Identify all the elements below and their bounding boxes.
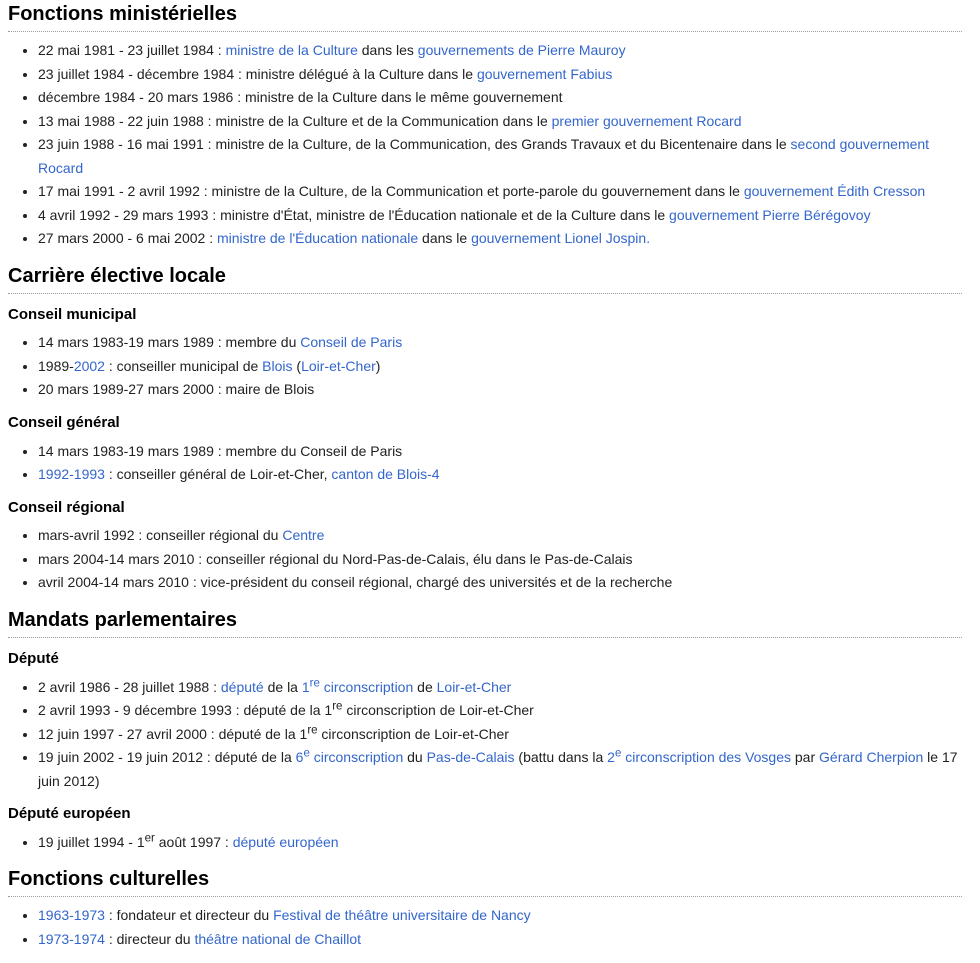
wiki-link[interactable]: 2: [607, 749, 615, 765]
list-item: [38, 928, 962, 952]
text-segment: décembre 1984 - 20 mars 1986 : ministre de la Culture dans le même gouvernement: [38, 89, 563, 105]
text-segment: [332, 702, 342, 718]
wiki-link[interactable]: 1: [301, 678, 310, 695]
list-item: [38, 440, 962, 464]
wiki-link[interactable]: gouvernement Lionel Jospin.: [471, 230, 651, 246]
list-item: [38, 723, 962, 747]
wiki-link[interactable]: 1992-1993: [38, 466, 105, 482]
wiki-link[interactable]: Conseil de Paris: [300, 334, 403, 351]
text-segment: de: [413, 678, 437, 695]
text-segment: 20 mars 1989-27 mars 2000 : maire de Blois: [38, 381, 315, 398]
text-segment: [145, 834, 155, 850]
wiki-link[interactable]: gouvernement Pierre Bérégovoy: [669, 206, 871, 223]
list-item: [38, 180, 962, 204]
wiki-link[interactable]: Festival de théâtre universitaire de Nancy: [273, 907, 531, 924]
text-segment: 2 avril 1986 - 28 juillet 1988 :: [38, 678, 221, 695]
timeline-list: [8, 331, 962, 402]
text-segment: par: [791, 749, 820, 765]
wiki-link[interactable]: théâtre national de Chaillot: [194, 930, 362, 947]
text-segment: circonscription de Loir-et-Cher: [342, 702, 534, 718]
list-item: [38, 904, 962, 928]
text-segment: (: [292, 357, 302, 374]
section-heading: Mandats parlementaires: [8, 609, 962, 638]
text-segment: 14 mars 1983-19 mars 1989 : membre du Conseil de Paris: [38, 442, 403, 459]
text-segment: [307, 723, 318, 742]
list-item: [38, 331, 962, 355]
timeline-list: [8, 39, 962, 251]
wiki-link[interactable]: Pas-de-Calais: [426, 749, 515, 765]
text-segment: 27 mars 2000 - 6 mai 2002 :: [38, 230, 217, 246]
text-segment: 14 mars 1983-19 mars 1989 : membre du: [38, 334, 301, 351]
ordinal-superscript: er: [144, 832, 155, 845]
list-item: [38, 676, 962, 700]
text-segment: : conseiller général de Loir-et-Cher,: [104, 466, 332, 482]
wiki-link[interactable]: 2002: [73, 357, 105, 374]
text-segment: du: [403, 749, 427, 765]
text-segment: 12 juin 1997 - 27 avril 2000 : député de la 1: [38, 725, 308, 742]
list-item: [38, 355, 962, 379]
text-segment: août 1997 :: [154, 833, 233, 850]
wiki-link[interactable]: second gouvernement Rocard: [38, 136, 930, 176]
wiki-link[interactable]: circonscription: [319, 678, 414, 695]
ordinal-superscript: re: [332, 700, 343, 713]
text-segment: (battu dans la: [514, 749, 608, 765]
list-item: [38, 571, 962, 595]
list-item: [38, 378, 962, 402]
list-item: [38, 524, 962, 548]
ordinal-superscript: re: [309, 676, 320, 689]
text-segment: de la: [263, 678, 302, 695]
text-segment: 19 juin 2002 - 19 juin 2012 : député de la: [38, 749, 296, 765]
text-segment: : directeur du: [104, 930, 195, 947]
list-item: [38, 463, 962, 487]
wiki-link[interactable]: gouvernement Édith Cresson: [743, 183, 926, 199]
wiki-link[interactable]: 6: [295, 749, 304, 765]
ordinal-superscript: re: [307, 723, 318, 736]
text-segment: 22 mai 1981 - 23 juillet 1984 :: [38, 42, 226, 58]
wiki-link[interactable]: 1963-1973: [38, 907, 105, 924]
list-item: [38, 227, 962, 251]
section-heading: Fonctions ministérielles: [8, 3, 962, 32]
list-item: [38, 110, 962, 134]
subsection-heading: Député: [8, 649, 59, 667]
text-segment: mars 2004-14 mars 2010 : conseiller régional du Nord-Pas-de-Calais, élu dans le Pas-de-Calais: [38, 550, 633, 567]
text-segment: 23 juillet 1984 - décembre 1984 : ministre délégué à la Culture dans le: [38, 65, 477, 82]
wiki-link[interactable]: ministre de l'Éducation nationale: [217, 230, 419, 246]
text-segment: ): [375, 357, 381, 374]
wiki-link[interactable]: député européen: [232, 833, 339, 850]
wiki-link[interactable]: Gérard Cherpion: [819, 749, 924, 765]
list-item: [38, 86, 962, 110]
timeline-list: [8, 440, 962, 487]
wiki-link[interactable]: Loir-et-Cher: [301, 357, 376, 374]
section-heading: Carrière élective locale: [8, 265, 962, 294]
list-item: [38, 204, 962, 228]
wiki-link[interactable]: 1973-1974: [38, 930, 105, 947]
subsection-heading: Député européen: [8, 805, 131, 822]
timeline-list: [8, 904, 962, 951]
ordinal-superscript: e: [614, 747, 622, 760]
list-item: [38, 548, 962, 572]
wiki-link[interactable]: gouvernements de Pierre Mauroy: [417, 42, 626, 58]
wiki-link[interactable]: Blois: [262, 357, 293, 374]
timeline-list: [8, 831, 962, 855]
ordinal-superscript: e: [303, 747, 310, 760]
section-heading: Fonctions culturelles: [8, 868, 962, 897]
text-segment: dans les: [357, 42, 418, 58]
wiki-link[interactable]: ministre de la Culture: [225, 42, 358, 58]
text-segment: avril 2004-14 mars 2010 : vice-président du conseil régional, chargé des universités et de la recherche: [38, 574, 673, 591]
text-segment: : fondateur et directeur du: [104, 907, 274, 924]
list-item: [38, 699, 962, 723]
list-item: [38, 831, 962, 855]
text-segment: mars-avril 1992 : conseiller régional du: [38, 527, 283, 544]
wiki-link[interactable]: [309, 676, 320, 695]
text-segment: circonscription de Loir-et-Cher: [317, 725, 509, 742]
list-item: [38, 746, 962, 793]
text-segment: 1989-: [38, 357, 74, 374]
text-segment: 19 juillet 1994 - 1: [38, 833, 145, 850]
list-item: [38, 63, 962, 87]
text-segment: 2 avril 1993 - 9 décembre 1993 : député de la 1: [38, 702, 333, 718]
subsection-heading: Conseil municipal: [8, 305, 137, 323]
wiki-link[interactable]: premier gouvernement Rocard: [551, 112, 742, 129]
list-item: [38, 133, 962, 180]
wiki-link[interactable]: circonscription: [309, 749, 404, 765]
text-segment: : conseiller municipal de: [104, 357, 263, 374]
text-segment: 17 mai 1991 - 2 avril 1992 : ministre de la Culture, de la Communication et porte-parole du gouvernement dans le: [38, 183, 744, 199]
wiki-link[interactable]: canton de Blois-4: [331, 466, 440, 482]
text-segment: 13 mai 1988 - 22 juin 1988 : ministre de la Culture et de la Communication dans le: [38, 112, 552, 129]
timeline-list: [8, 524, 962, 595]
text-segment: le 17 juin 2012): [38, 749, 958, 789]
subsection-heading: Conseil général: [8, 413, 120, 431]
wiki-link[interactable]: gouvernement Fabius: [476, 65, 613, 82]
text-segment: dans le: [418, 230, 472, 246]
wiki-link[interactable]: Loir-et-Cher: [436, 678, 512, 695]
wiki-link[interactable]: député: [220, 678, 264, 695]
text-segment: 4 avril 1992 - 29 mars 1993 : ministre d'État, ministre de l'Éducation nationale et de la Culture dans le: [38, 206, 670, 223]
list-item: [38, 39, 962, 63]
wiki-link[interactable]: Centre: [282, 527, 325, 544]
text-segment: 23 juin 1988 - 16 mai 1991 : ministre de la Culture, de la Communication, des Grands Travaux et du Bicentenaire dans le: [38, 136, 791, 152]
subsection-heading: Conseil régional: [8, 498, 125, 516]
wiki-link[interactable]: circonscription des Vosges: [621, 749, 791, 765]
timeline-list: [8, 676, 962, 794]
